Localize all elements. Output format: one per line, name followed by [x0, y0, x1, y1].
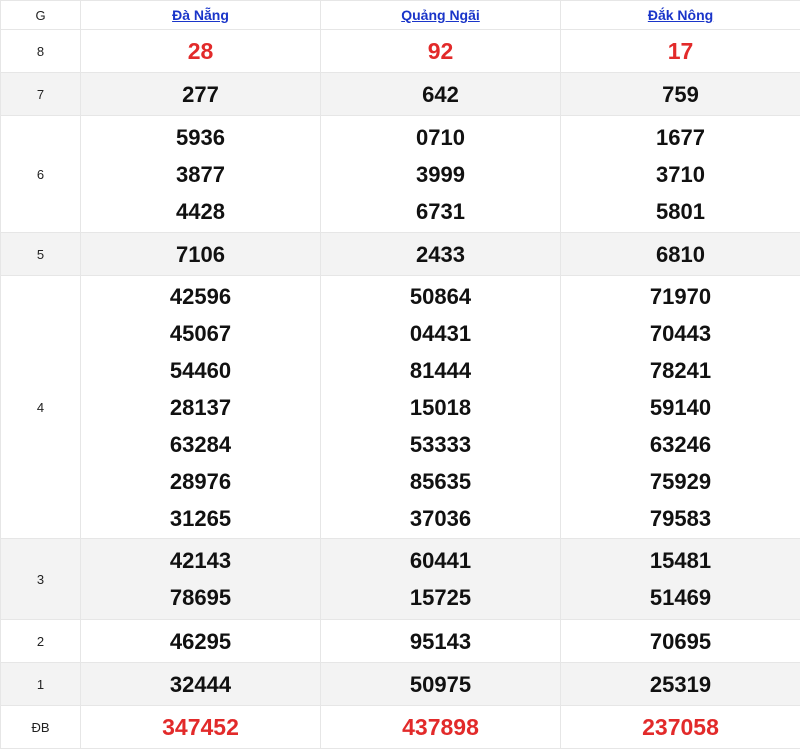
result-number: 5801: [656, 198, 705, 224]
result-number: 71970: [649, 283, 712, 309]
prize-label: 8: [1, 30, 81, 73]
result-number: 2433: [416, 241, 465, 267]
result-number: 70443: [649, 320, 712, 346]
prize-column-header: G: [1, 1, 81, 30]
result-number: 46295: [169, 628, 232, 654]
result-number: 15725: [409, 585, 472, 610]
result-number: 85635: [409, 468, 472, 494]
prize-row: [1, 663, 800, 706]
prize-row: [1, 539, 800, 620]
result-cell-dak-nong: [561, 30, 800, 73]
result-number: 92: [427, 37, 454, 64]
result-cell-da-nang: [81, 663, 321, 706]
prize-label: 6: [1, 116, 81, 233]
prize-row: [1, 30, 800, 73]
province-header-da-nang: [81, 1, 321, 30]
result-cell-quang-ngai: [321, 706, 561, 749]
result-number: 70695: [649, 628, 712, 654]
prize-row: [1, 276, 800, 539]
prize-label: 1: [1, 663, 81, 706]
result-number: 17: [667, 37, 694, 64]
result-number: 79583: [649, 505, 712, 531]
result-number: 25319: [649, 671, 712, 697]
prize-row: [1, 73, 800, 116]
result-cell-dak-nong: [561, 233, 800, 276]
result-number: 50975: [409, 671, 472, 697]
result-number: 4428: [176, 198, 225, 224]
result-cell-quang-ngai: [321, 276, 561, 539]
prize-label: 2: [1, 620, 81, 663]
result-cell-dak-nong: [561, 539, 800, 620]
result-number: 347452: [162, 713, 239, 740]
result-number: 51469: [649, 585, 712, 610]
result-cell-quang-ngai: [321, 539, 561, 620]
result-number: 42143: [169, 548, 232, 573]
result-number: 50864: [409, 283, 472, 309]
result-number: 7106: [176, 241, 225, 267]
result-cell-da-nang: [81, 233, 321, 276]
prize-label: 3: [1, 539, 81, 620]
result-cell-dak-nong: [561, 276, 800, 539]
result-number: 642: [422, 81, 459, 107]
result-number: 42596: [169, 283, 232, 309]
result-cell-dak-nong: [561, 620, 800, 663]
result-number: 1677: [656, 124, 705, 150]
result-cell-quang-ngai: [321, 73, 561, 116]
result-number: 6810: [656, 241, 705, 267]
result-cell-dak-nong: [561, 663, 800, 706]
result-number: 04431: [409, 320, 472, 346]
result-cell-quang-ngai: [321, 233, 561, 276]
result-cell-da-nang: [81, 620, 321, 663]
result-cell-da-nang: [81, 539, 321, 620]
result-number: 60441: [409, 548, 472, 573]
result-number: 28137: [169, 394, 232, 420]
result-number: 3710: [656, 161, 705, 187]
result-number: 32444: [169, 671, 232, 697]
result-number: 6731: [416, 198, 465, 224]
result-number: 54460: [169, 357, 232, 383]
prize-rows: [1, 30, 800, 749]
province-header-quang-ngai: [321, 1, 561, 30]
result-number: 437898: [402, 713, 479, 740]
result-number: 277: [182, 81, 219, 107]
header-row: [1, 1, 800, 30]
result-number: 15018: [409, 394, 472, 420]
province-link-da-nang[interactable]: Đà Nẵng: [172, 7, 229, 23]
prize-label: ĐB: [1, 706, 81, 749]
result-number: 28976: [169, 468, 232, 494]
prize-row: [1, 116, 800, 233]
result-cell-quang-ngai: [321, 30, 561, 73]
result-number: 81444: [409, 357, 472, 383]
result-cell-da-nang: [81, 73, 321, 116]
result-cell-quang-ngai: [321, 663, 561, 706]
result-cell-dak-nong: [561, 73, 800, 116]
result-number: 78695: [169, 585, 232, 610]
province-link-quang-ngai[interactable]: Quảng Ngãi: [401, 7, 480, 23]
result-number: 63246: [649, 431, 712, 457]
result-number: 45067: [169, 320, 232, 346]
result-cell-da-nang: [81, 706, 321, 749]
prize-label: 5: [1, 233, 81, 276]
prize-label: 7: [1, 73, 81, 116]
result-number: 75929: [649, 468, 712, 494]
result-number: 237058: [642, 713, 719, 740]
result-cell-quang-ngai: [321, 116, 561, 233]
result-number: 95143: [409, 628, 472, 654]
result-cell-quang-ngai: [321, 620, 561, 663]
result-cell-dak-nong: [561, 116, 800, 233]
result-number: 3877: [176, 161, 225, 187]
result-number: 759: [662, 81, 699, 107]
result-number: 59140: [649, 394, 712, 420]
province-header-dak-nong: [561, 1, 800, 30]
result-number: 63284: [169, 431, 232, 457]
result-number: 28: [187, 37, 214, 64]
result-cell-da-nang: [81, 30, 321, 73]
result-number: 37036: [409, 505, 472, 531]
result-number: 31265: [169, 505, 232, 531]
prize-row: [1, 620, 800, 663]
prize-row: [1, 233, 800, 276]
prize-label: 4: [1, 276, 81, 539]
result-number: 0710: [416, 124, 465, 150]
result-number: 5936: [176, 124, 225, 150]
result-number: 53333: [409, 431, 472, 457]
province-link-dak-nong[interactable]: Đắk Nông: [647, 7, 714, 23]
result-number: 78241: [649, 357, 712, 383]
result-cell-da-nang: [81, 116, 321, 233]
result-cell-da-nang: [81, 276, 321, 539]
result-number: 3999: [416, 161, 465, 187]
result-cell-dak-nong: [561, 706, 800, 749]
result-number: 15481: [649, 548, 712, 573]
prize-row: [1, 706, 800, 749]
